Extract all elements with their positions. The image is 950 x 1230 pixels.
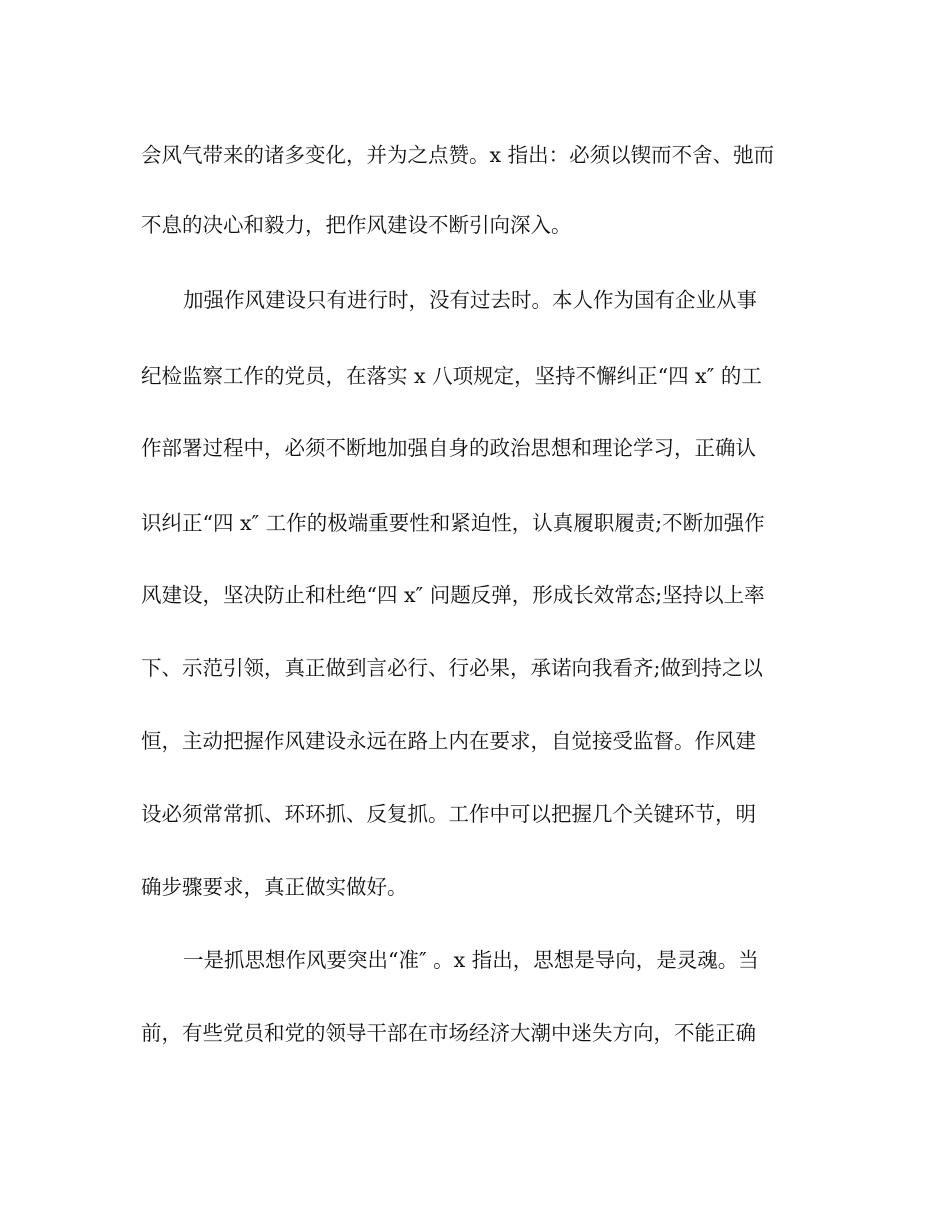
text-line-1: 会风气带来的诸多变化，并为之点赞。x 指出：必须以锲而不舍、弛而 <box>141 143 775 167</box>
text-line-6: 识纠正“四 x″ 工作的极端重要性和紧迫性，认真履职履责;不断加强作 <box>141 511 765 535</box>
text-line-12: 一是抓思想作风要突出“准″ 。x 指出，思想是导向，是灵魂。当 <box>183 948 759 972</box>
text-line-13: 前，有些党员和党的领导干部在市场经济大潮中迷失方向，不能正确 <box>141 1021 756 1045</box>
text-line-7: 风建设，坚决防止和杜绝“四 x″ 问题反弹，形成长效常态;坚持以上率 <box>141 583 765 607</box>
text-line-4: 纪检监察工作的党员，在落实 x 八项规定，坚持不懈纠正“四 x″ 的工 <box>141 364 762 388</box>
text-line-10: 设必须常常抓、环环抓、反复抓。工作中可以把握几个关键环节，明 <box>141 802 756 826</box>
text-line-5: 作部署过程中，必须不断地加强自身的政治思想和理论学习，正确认 <box>141 436 756 460</box>
text-line-8: 下、示范引领，真正做到言必行、行必果，承诺向我看齐;做到持之以 <box>141 656 763 680</box>
text-line-11: 确步骤要求，真正做实做好。 <box>141 875 408 899</box>
text-line-3: 加强作风建设只有进行时，没有过去时。本人作为国有企业从事 <box>183 288 757 312</box>
text-line-2: 不息的决心和毅力，把作风建设不断引向深入。 <box>141 213 572 237</box>
text-line-9: 恒，主动把握作风建设永远在路上内在要求，自觉接受监督。作风建 <box>141 729 756 753</box>
